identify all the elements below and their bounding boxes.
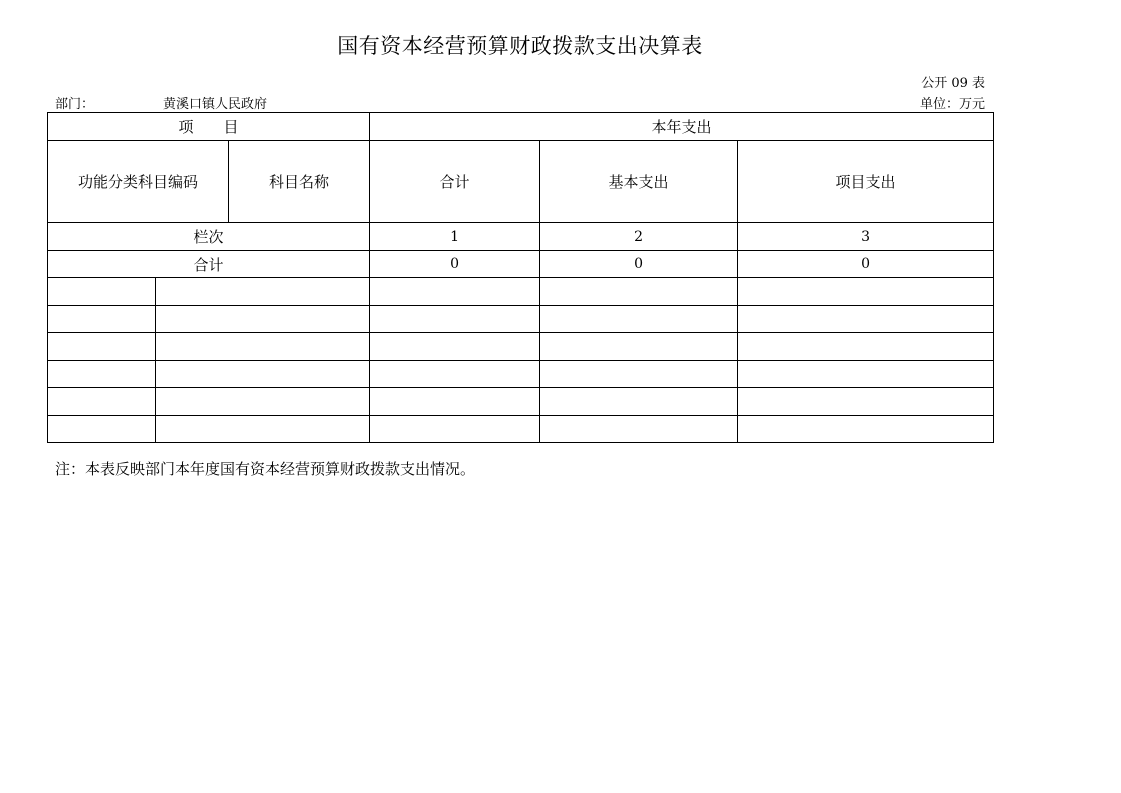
table-cell — [738, 278, 994, 306]
table-row — [48, 333, 994, 361]
header-row-1 — [48, 113, 994, 141]
table-cell — [540, 360, 738, 388]
budget-table — [47, 112, 994, 443]
table-cell — [156, 415, 370, 443]
table-row — [48, 305, 994, 333]
header-current-year-spending: 本年支出 — [370, 113, 994, 141]
table-cell — [156, 388, 370, 416]
table-row — [48, 388, 994, 416]
table-cell — [370, 278, 540, 306]
table-cell — [156, 360, 370, 388]
department-name: 黄溪口镇人民政府 — [163, 97, 268, 112]
total-value-2: 0 — [540, 251, 738, 278]
table-cell — [156, 305, 370, 333]
table-cell — [540, 388, 738, 416]
total-label: 合计 — [48, 251, 370, 278]
total-row — [48, 251, 994, 278]
table-cell — [48, 305, 156, 333]
table-cell — [370, 305, 540, 333]
table-cell — [540, 415, 738, 443]
total-value-3: 0 — [738, 251, 994, 278]
table-cell — [370, 415, 540, 443]
table-cell — [370, 388, 540, 416]
header-row-2 — [48, 141, 994, 223]
department-label: 部门： — [55, 97, 95, 112]
table-cell — [48, 333, 156, 361]
column-number-label: 栏次 — [48, 223, 370, 251]
header-total: 合计 — [370, 141, 540, 223]
table-cell — [370, 333, 540, 361]
header-item: 项 目 — [48, 113, 370, 141]
header-subject-name: 科目名称 — [229, 141, 370, 223]
table-cell — [48, 360, 156, 388]
table-cell — [540, 333, 738, 361]
table-code: 公开 09 表 — [921, 76, 985, 91]
table-cell — [48, 278, 156, 306]
column-number-3: 3 — [738, 223, 994, 251]
page-title: 国有资本经营预算财政拨款支出决算表 — [337, 34, 703, 58]
table-cell — [156, 278, 370, 306]
unit-label: 单位：万元 — [919, 97, 985, 112]
column-number-2: 2 — [540, 223, 738, 251]
table-cell — [370, 360, 540, 388]
total-value-1: 0 — [370, 251, 540, 278]
header-project: 项目支出 — [738, 141, 994, 223]
table-row — [48, 415, 994, 443]
table-cell — [540, 278, 738, 306]
table-cell — [738, 305, 994, 333]
table-cell — [48, 388, 156, 416]
header-basic: 基本支出 — [540, 141, 738, 223]
column-number-row — [48, 223, 994, 251]
table-cell — [738, 388, 994, 416]
table-cell — [540, 305, 738, 333]
table-cell — [156, 333, 370, 361]
table-row — [48, 278, 994, 306]
column-number-1: 1 — [370, 223, 540, 251]
header-func-code: 功能分类科目编码 — [48, 141, 229, 223]
table-row — [48, 360, 994, 388]
table-cell — [738, 333, 994, 361]
footnote: 注：本表反映部门本年度国有资本经营预算财政拨款支出情况。 — [55, 460, 476, 478]
table-cell — [738, 415, 994, 443]
table-cell — [48, 415, 156, 443]
table-cell — [738, 360, 994, 388]
